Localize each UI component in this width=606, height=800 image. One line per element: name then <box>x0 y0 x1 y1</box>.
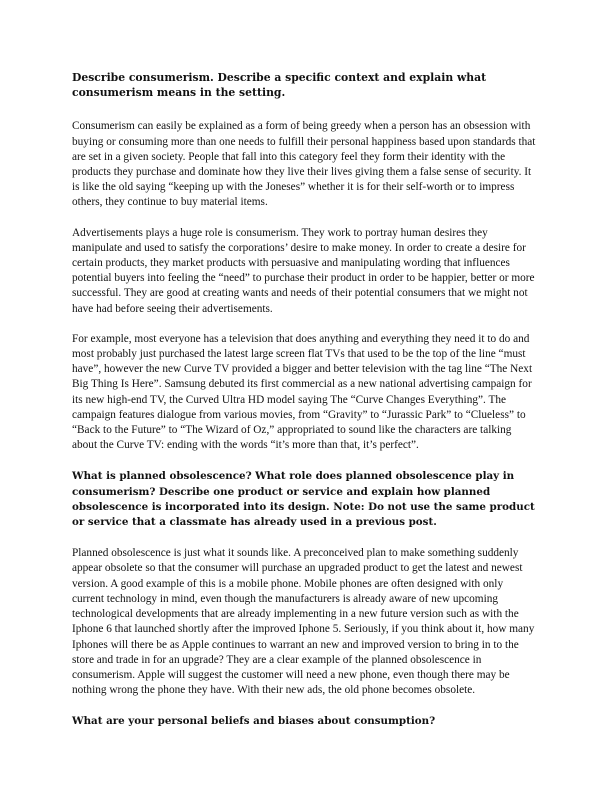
paragraph-curve-tv-example: For example, most everyone has a television that does anything and everything they need it to do and most probably just purchased the latest large screen flat TVs that used to be the top of the line “must have”, however the new Curve TV provided a bigger and better television with the tag line “The Next Big Thing Is Here”. Samsung debuted its first commercial as a new national advertising campaign for its new high-end TV, the Curved Ultra HD model saying The “Curve Changes Everything”. The campaign features dialogue from various movies, from “Gravity” to “Jurassic Park” to “Clueless” to “Back to the Future” to “The Wizard of Oz,” appropriated to sound like the characters are talking about the Curve TV: ending with the words “it’s more than that, it’s perfect”. <box>72 332 533 452</box>
question-heading-consumerism: Describe consumerism. Describe a specific context and explain what consumerism means in the setting. <box>72 71 487 100</box>
question-heading-personal-beliefs: What are your personal beliefs and biases about consumption? <box>72 715 436 728</box>
document-body <box>72 70 537 730</box>
paragraph-planned-obsolescence: Planned obsolescence is just what it sounds like. A preconceived plan to make something suddenly appear obsolete so that the consumer will purchase an upgraded product to get the latest and newest version. A good example of this is a mobile phone. Mobile phones are often designed with only current technology in mind, even though the manufacturers is already aware of new upcoming technological developments that are already implementing in a new future version such as with the Iphone 6 that launched shortly after the improved Iphone 5. Seriously, if you think about it, how many Iphones will there be as Apple continues to warrant an new and improved version to bring in to the store and trade in for an upgrade? They are a clear example of the planned obsolescence in consumerism. Apple will suggest the customer will need a new phone, even though there may be nothing wrong the phone they have. With their new ads, the old phone becomes obsolete. <box>72 547 535 697</box>
paragraph-advertisements: Advertisements plays a huge role is consumerism. They work to portray human desires they manipulate and used to satisfy the corporations’ desire to make money. In order to create a desire for certain products, they market products with persuasive and manipulating wording that influences potential buyers into feeling the “need” to purchase their product in order to be happier, better or more successful. They are good at creating wants and needs of their potential consumers that we might not have had before seeing their advertisements. <box>72 226 535 315</box>
question-heading-planned-obsolescence: What is planned obsolescence? What role does planned obsolescence play in consumerism? Describe one product or service and explain how planned obsolescence is incorporated into its design. Note: Do not use the same product or service that a classmate has already used in a previous post. <box>72 470 535 529</box>
paragraph-consumerism-definition: Consumerism can easily be explained as a form of being greedy when a person has an obsession with buying or consuming more than one needs to fulfill their personal happiness based upon standards that are set in a given society. People that fall into this category feel they form their identity with the products they purchase and dominate how they live their lives giving them a false sense of security. It is like the old saying “keeping up with the Joneses” whether it is for their self-worth or to impress others, they continue to buy material items. <box>72 120 536 209</box>
